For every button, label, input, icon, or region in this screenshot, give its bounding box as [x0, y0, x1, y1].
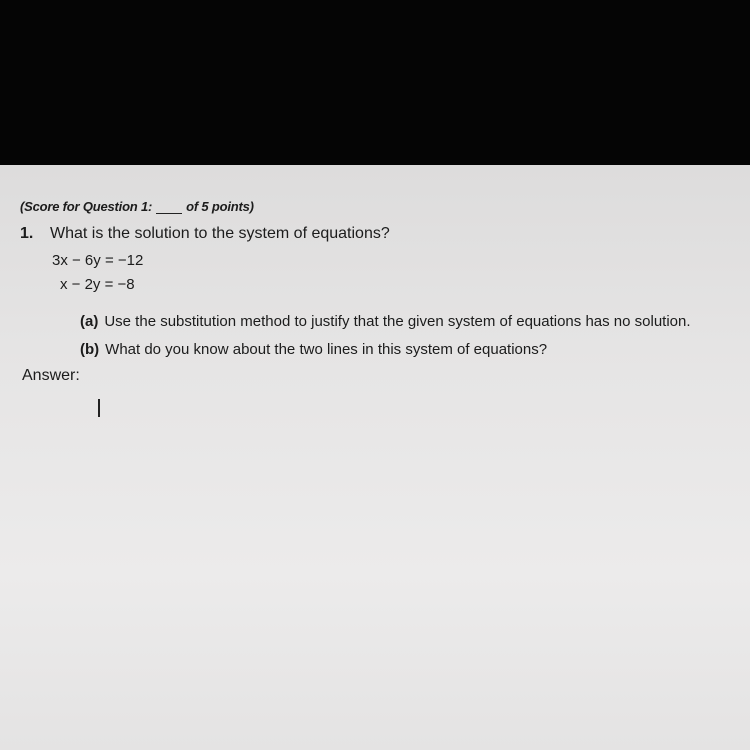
score-prefix: (Score for Question 1:	[20, 199, 153, 214]
score-suffix: of 5 points)	[186, 199, 254, 214]
answer-label: Answer:	[22, 367, 80, 384]
question-number: 1.	[20, 225, 34, 242]
document-page	[0, 165, 750, 750]
part-b-text: What do you know about the two lines in this system of equations?	[105, 341, 548, 358]
part-a	[80, 313, 691, 330]
equation-2: x − 2y = −8	[60, 276, 135, 293]
score-line	[20, 199, 254, 214]
equation-1: 3x − 6y = −12	[52, 252, 144, 269]
part-b	[80, 341, 547, 358]
answer-text-cursor[interactable]	[98, 399, 100, 417]
monitor-bezel	[0, 0, 750, 165]
part-a-text: Use the substitution method to justify that the given system of equations has no solution.	[104, 313, 691, 330]
score-blank[interactable]	[156, 201, 182, 214]
part-a-label: (a)	[80, 313, 99, 330]
question-text: What is the solution to the system of equations?	[50, 225, 390, 242]
part-b-label: (b)	[80, 341, 100, 358]
